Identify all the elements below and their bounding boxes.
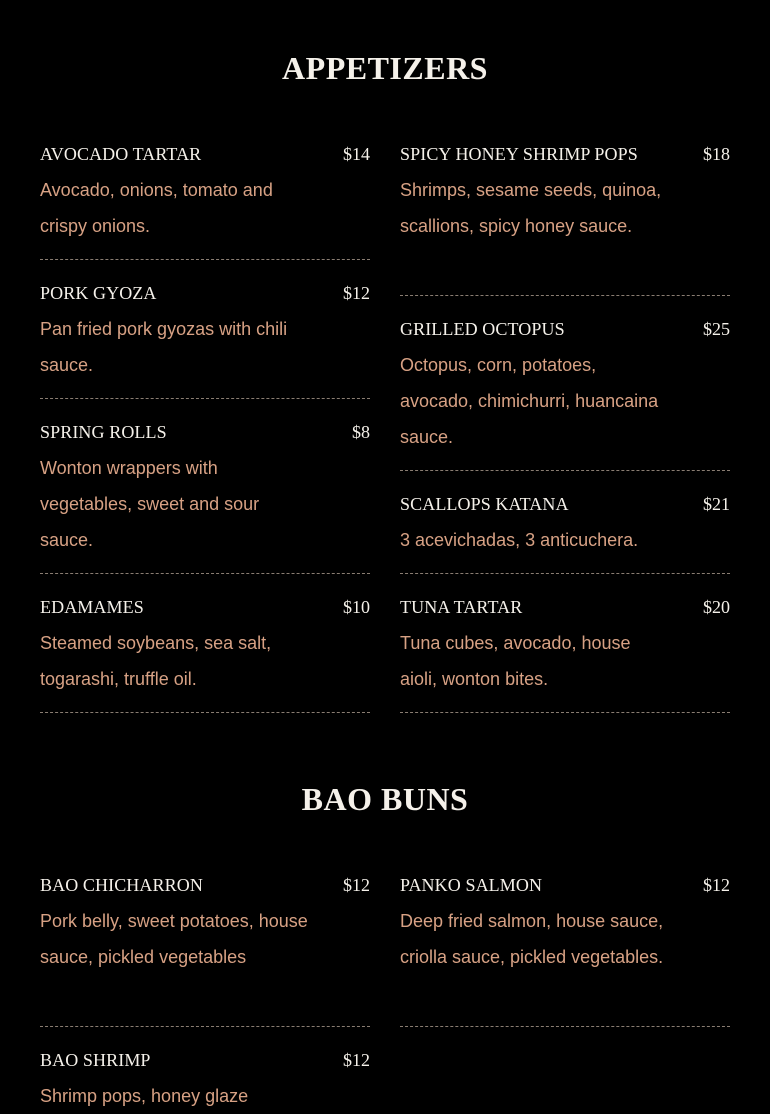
item-divider — [40, 1026, 370, 1027]
menu-item-grilled-octopus — [400, 317, 730, 455]
item-name: BAO SHRIMP — [40, 1050, 151, 1070]
menu-item-scallops-katana — [400, 492, 730, 558]
item-description: 3 acevichadas, 3 anticuchera. — [400, 530, 639, 550]
item-name: GRILLED OCTOPUS — [400, 319, 565, 339]
menu-item-pork-gyoza — [40, 281, 370, 383]
item-name: SPICY HONEY SHRIMP POPS — [400, 144, 638, 164]
item-price: $21 — [703, 494, 730, 514]
menu-item-edamames — [40, 595, 370, 697]
item-description: Avocado, onions, tomato and crispy onions. — [40, 180, 273, 236]
menu-item-panko-salmon — [400, 873, 730, 975]
item-name: SPRING ROLLS — [40, 422, 167, 442]
menu-item-spicy-honey-shrimp-pops — [400, 142, 730, 244]
item-description: Pan fried pork gyozas with chili sauce. — [40, 319, 288, 375]
item-price: $20 — [703, 597, 730, 617]
item-name: EDAMAMES — [40, 597, 144, 617]
item-divider — [40, 398, 370, 399]
menu-item-bao-shrimp — [40, 1048, 370, 1114]
item-name: PANKO SALMON — [400, 875, 543, 895]
item-price: $25 — [703, 319, 730, 339]
item-description: Shrimps, sesame seeds, quinoa, scallions, spicy honey sauce. — [400, 180, 662, 236]
item-divider — [400, 295, 730, 296]
menu-item-avocado-tartar — [40, 142, 370, 244]
item-price: $12 — [343, 875, 370, 895]
item-price: $12 — [343, 1050, 370, 1070]
item-description: Steamed soybeans, sea salt, togarashi, truffle oil. — [40, 633, 272, 689]
item-name: TUNA TARTAR — [400, 597, 523, 617]
item-description: Pork belly, sweet potatoes, house sauce, pickled vegetables — [40, 911, 308, 967]
menu-item-tuna-tartar — [400, 595, 730, 697]
item-description: Wonton wrappers with vegetables, sweet and sour sauce. — [40, 458, 260, 550]
item-divider — [400, 470, 730, 471]
appetizers-heading: APPETIZERS — [282, 50, 488, 86]
item-price: $12 — [703, 875, 730, 895]
menu-item-bao-chicharron — [40, 873, 370, 975]
bao-buns-heading: BAO BUNS — [301, 781, 469, 817]
item-description: Deep fried salmon, house sauce, criolla sauce, pickled vegetables. — [400, 911, 664, 967]
item-description: Shrimp pops, honey glaze — [40, 1086, 249, 1106]
item-divider — [400, 573, 730, 574]
item-name: BAO CHICHARRON — [40, 875, 203, 895]
item-divider — [400, 1026, 730, 1027]
item-price: $8 — [352, 422, 370, 442]
item-price: $10 — [343, 597, 370, 617]
item-divider — [40, 712, 370, 713]
item-name: SCALLOPS KATANA — [400, 494, 569, 514]
menu-item-spring-rolls — [40, 420, 370, 558]
item-name: PORK GYOZA — [40, 283, 157, 303]
item-price: $18 — [703, 144, 730, 164]
item-name: AVOCADO TARTAR — [40, 144, 202, 164]
item-description: Tuna cubes, avocado, house aioli, wonton bites. — [400, 633, 631, 689]
item-description: Octopus, corn, potatoes, avocado, chimichurri, huancaina sauce. — [400, 355, 659, 447]
item-price: $14 — [343, 144, 370, 164]
item-divider — [40, 573, 370, 574]
item-divider — [400, 712, 730, 713]
item-divider — [40, 259, 370, 260]
item-price: $12 — [343, 283, 370, 303]
